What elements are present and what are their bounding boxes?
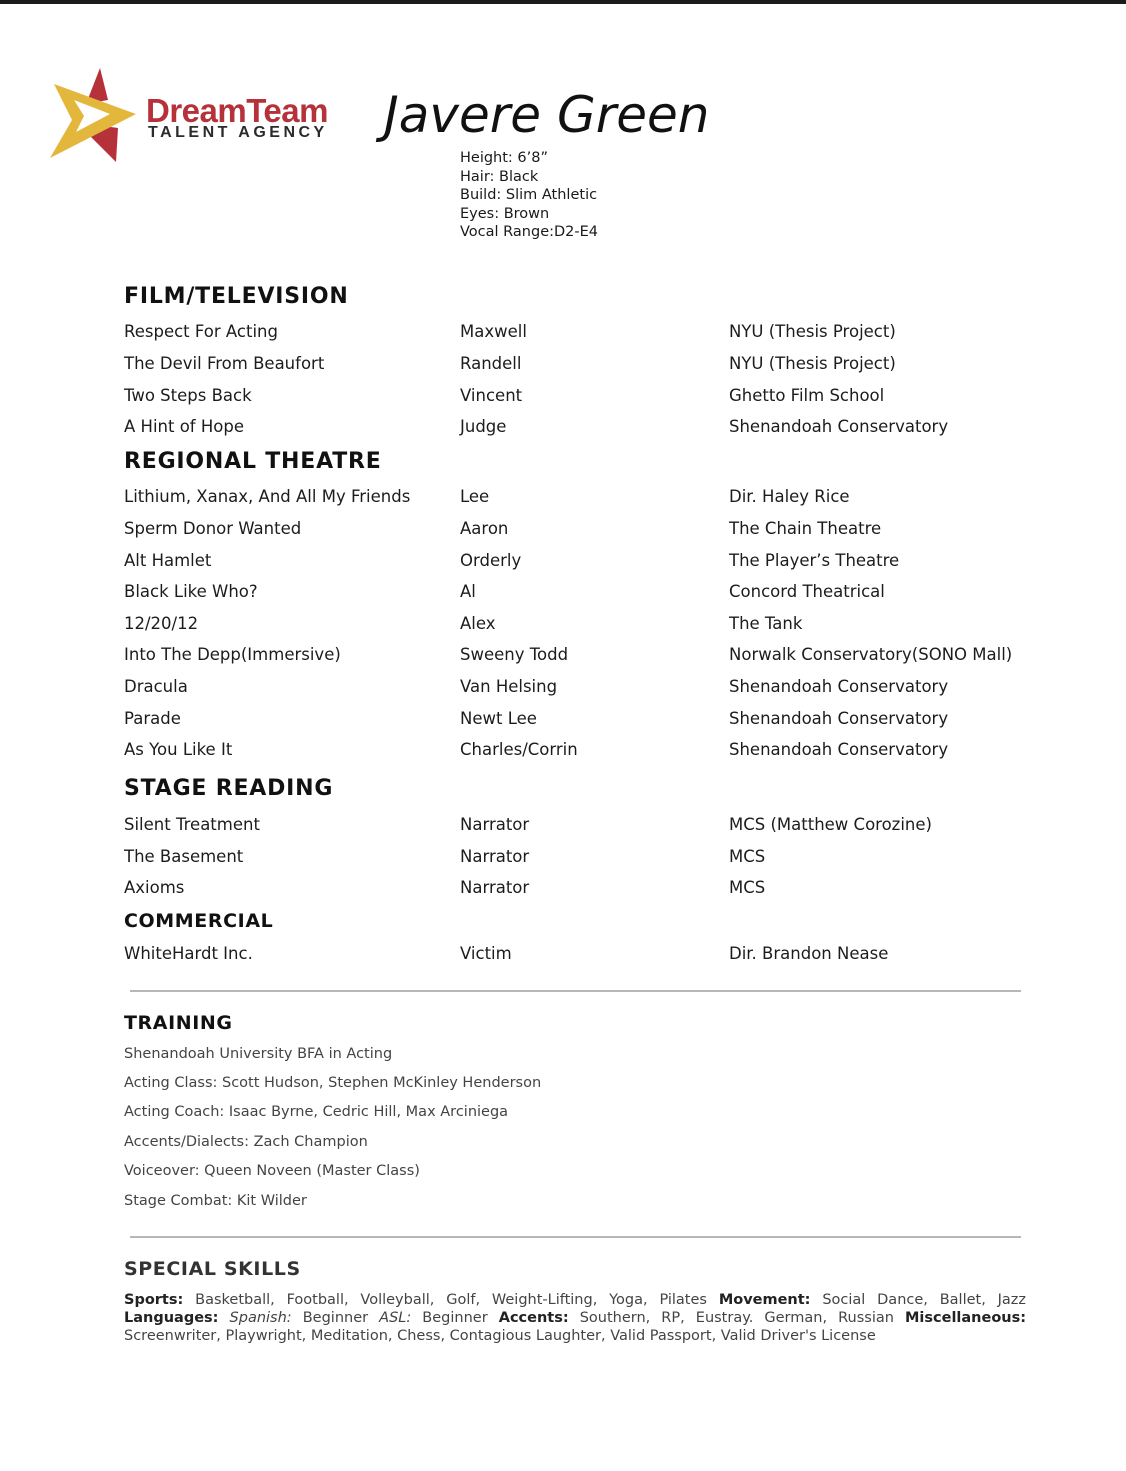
credit-row — [0, 815, 1126, 845]
credit-row — [0, 417, 1126, 447]
credit-row — [0, 740, 1126, 770]
movement-value: Social Dance, Ballet, Jazz — [822, 1292, 1027, 1308]
credit-row — [0, 614, 1126, 644]
training-item: Acting Coach: Isaac Byrne, Cedric Hill, Max Arciniega — [124, 1104, 509, 1120]
credit-company: Ghetto Film School — [729, 386, 885, 405]
commercial-heading: COMMERCIAL — [124, 910, 274, 932]
credit-company: NYU (Thesis Project) — [729, 322, 896, 341]
credit-role: Narrator — [460, 815, 530, 834]
credit-role: Newt Lee — [460, 709, 537, 728]
credit-company: MCS — [729, 847, 766, 866]
credit-role: Charles/Corrin — [460, 740, 578, 759]
credit-title: Dracula — [124, 677, 188, 696]
credit-title: Axioms — [124, 878, 185, 897]
credit-role: Lee — [460, 487, 490, 506]
credit-title: Alt Hamlet — [124, 551, 212, 570]
credit-role: Narrator — [460, 847, 530, 866]
training-item: Acting Class: Scott Hudson, Stephen McKinley Henderson — [124, 1075, 542, 1091]
credit-role: Sweeny Todd — [460, 645, 569, 664]
credit-company: Shenandoah Conservatory — [729, 740, 949, 759]
credit-role: Victim — [460, 944, 512, 963]
credit-row — [0, 551, 1126, 581]
credit-role: Narrator — [460, 878, 530, 897]
credit-role: Maxwell — [460, 322, 527, 341]
credit-company: Concord Theatrical — [729, 582, 885, 601]
credit-company: The Chain Theatre — [729, 519, 882, 538]
regional-heading: REGIONAL THEATRE — [124, 449, 382, 474]
stat-build: Build: Slim Athletic — [460, 187, 598, 204]
credit-row — [0, 645, 1126, 675]
credit-title: The Basement — [124, 847, 244, 866]
stat-eyes: Eyes: Brown — [460, 205, 550, 222]
sports-value: Basketball, Football, Volleyball, Golf, Weight-Lifting, Yoga, Pilates — [195, 1292, 707, 1308]
credit-row — [0, 878, 1126, 908]
stat-vocal-range: Vocal Range:D2-E4 — [460, 224, 599, 241]
actor-stats — [460, 149, 598, 242]
credit-row — [0, 487, 1126, 517]
star-icon — [46, 66, 146, 166]
credit-row — [0, 322, 1126, 352]
divider — [130, 990, 1021, 992]
credit-title: Sperm Donor Wanted — [124, 519, 302, 538]
credit-row — [0, 582, 1126, 612]
credit-company: Dir. Brandon Nease — [729, 944, 889, 963]
credit-title: A Hint of Hope — [124, 417, 244, 436]
credit-row — [0, 944, 1126, 974]
credit-title: The Devil From Beaufort — [124, 354, 325, 373]
credit-role: Orderly — [460, 551, 522, 570]
special-skills-heading: SPECIAL SKILLS — [124, 1258, 301, 1280]
credit-row — [0, 386, 1126, 416]
credit-title: 12/20/12 — [124, 614, 199, 633]
training-item: Stage Combat: Kit Wilder — [124, 1193, 307, 1209]
credit-role: Vincent — [460, 386, 523, 405]
credit-company: Shenandoah Conservatory — [729, 417, 949, 436]
top-border — [0, 0, 1126, 4]
credit-company: Shenandoah Conservatory — [729, 677, 949, 696]
credit-company: MCS (Matthew Corozine) — [729, 815, 932, 834]
training-item: Voiceover: Queen Noveen (Master Class) — [124, 1163, 420, 1179]
credit-company: The Tank — [729, 614, 803, 633]
training-heading: TRAINING — [124, 1012, 233, 1034]
training-item: Shenandoah University BFA in Acting — [124, 1046, 393, 1062]
credit-role: Judge — [460, 417, 507, 436]
credit-title: Into The Depp(Immersive) — [124, 645, 341, 664]
credit-title: Silent Treatment — [124, 815, 260, 834]
stage-reading-heading: STAGE READING — [124, 776, 334, 801]
movement-label: Movement: — [718, 1292, 811, 1308]
accents-label: Accents: — [498, 1310, 569, 1326]
credit-title: Black Like Who? — [124, 582, 258, 601]
credit-title: Lithium, Xanax, And All My Friends — [124, 487, 411, 506]
credit-row — [0, 519, 1126, 549]
credit-company: Dir. Haley Rice — [729, 487, 850, 506]
credit-company: NYU (Thesis Project) — [729, 354, 896, 373]
asl-label: ASL: — [379, 1310, 412, 1326]
credit-title: Two Steps Back — [124, 386, 252, 405]
credit-title: As You Like It — [124, 740, 233, 759]
credit-title: Respect For Acting — [124, 322, 278, 341]
training-item: Accents/Dialects: Zach Champion — [124, 1134, 368, 1150]
credit-role: Van Helsing — [460, 677, 558, 696]
stat-hair: Hair: Black — [460, 168, 539, 185]
agency-name: DreamTeam — [146, 92, 328, 129]
actor-name: Javere Green — [384, 86, 710, 144]
credit-company: The Player’s Theatre — [729, 551, 900, 570]
credit-title: WhiteHardt Inc. — [124, 944, 253, 963]
credit-title: Parade — [124, 709, 181, 728]
credit-row — [0, 354, 1126, 384]
credit-row — [0, 677, 1126, 707]
accents-value: Southern, RP, Eustray. German, Russian — [579, 1310, 894, 1326]
credit-company: MCS — [729, 878, 766, 897]
misc-label: Miscellaneous: — [904, 1310, 1027, 1326]
credit-company: Shenandoah Conservatory — [729, 709, 949, 728]
spanish-value: Beginner — [302, 1310, 369, 1326]
sports-label: Sports: — [124, 1292, 184, 1308]
agency-subtitle: TALENT AGENCY — [148, 124, 328, 141]
languages-label: Languages: — [124, 1310, 219, 1326]
credit-role: Al — [460, 582, 476, 601]
misc-value: Screenwriter, Playwright, Meditation, Chess, Contagious Laughter, Valid Passport, Valid Driver's License — [124, 1328, 876, 1344]
credit-role: Aaron — [460, 519, 509, 538]
credit-role: Randell — [460, 354, 522, 373]
spanish-label: Spanish: — [229, 1310, 292, 1326]
film-heading: FILM/TELEVISION — [124, 284, 349, 309]
credit-company: Norwalk Conservatory(SONO Mall) — [729, 645, 1013, 664]
credit-role: Alex — [460, 614, 496, 633]
divider — [130, 1236, 1021, 1238]
stat-height: Height: 6’8” — [460, 150, 548, 166]
asl-value: Beginner — [422, 1310, 488, 1326]
credit-row — [0, 709, 1126, 739]
special-skills-text — [124, 1291, 1026, 1345]
credit-row — [0, 847, 1126, 877]
